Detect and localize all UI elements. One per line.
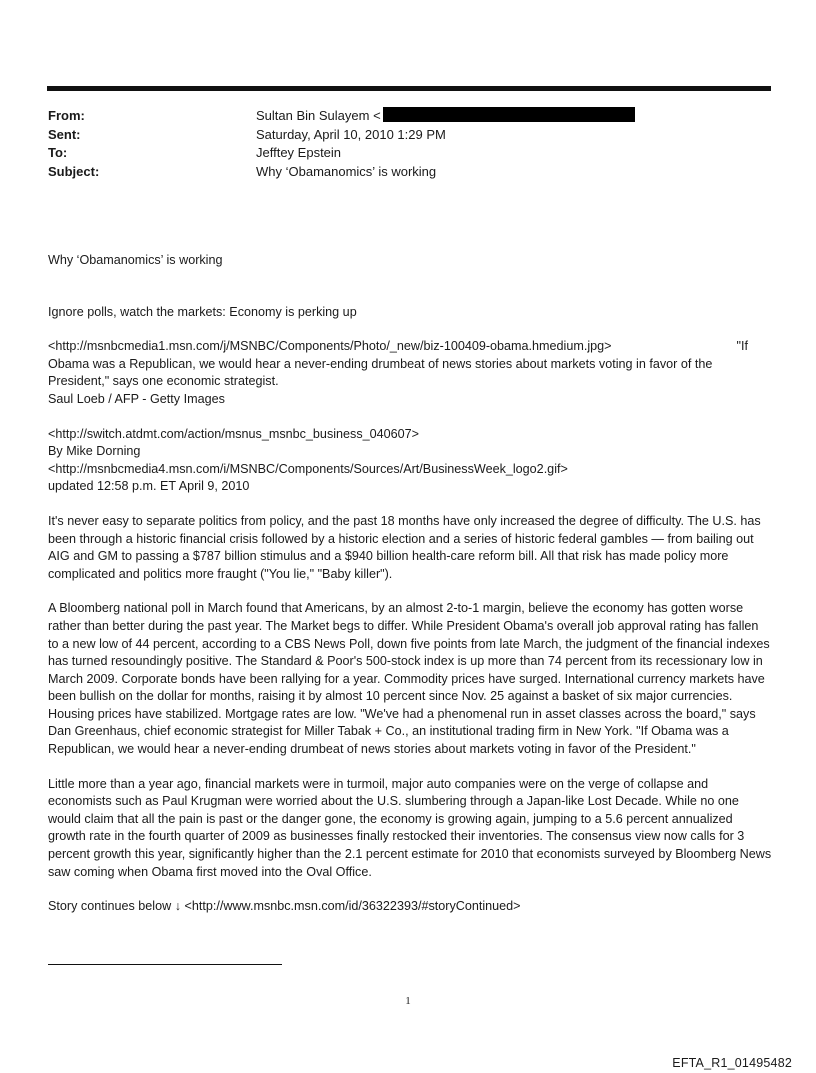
photo-credit: Saul Loeb / AFP - Getty Images — [48, 391, 225, 406]
subject-label: Subject: — [48, 163, 100, 179]
to-row — [48, 144, 768, 163]
email-header — [48, 107, 768, 181]
from-row — [48, 107, 768, 126]
paragraph-2: A Bloomberg national poll in March found that Americans, by an almost 2-to-1 margin, believe the economy has gotten worse rather than better during the past year. The Market begs to differ. While President Obama's overall job approval rating has fallen to a new low of 44 percent, according to a CBS News Poll, down five points from late March, the judgment of the financial indexes has turned resoundingly positive. The Standard & Poor's 500-stock index is up more than 74 percent from its recessionary low in March 2009. Corporate bonds have been rallying for a year. Commodity prices have surged. International currency markets have been bullish on the dollar for months, raising it by almost 10 percent since Nov. 25 against a basket of six major currencies. Housing prices have stabilized. Mortgage rates are low. "We've had a phenomenal run in asset classes across the board," says Dan Greenhaus, chief economic strategist for Miller Tabak + Co., an institutional trading firm in New York. "If Obama was a Republican, we would hear a never-ending drumbeat of news stories about markets voting in favor of the President." — [48, 601, 770, 757]
updated-timestamp: updated 12:58 p.m. ET April 9, 2010 — [48, 479, 250, 494]
page-number: 1 — [405, 995, 411, 1007]
sent-label: Sent: — [48, 126, 81, 142]
subject-value: Why ‘Obamanomics’ is working — [256, 163, 437, 179]
to-value: Jefftey Epstein — [256, 145, 342, 160]
photo-link-row — [48, 338, 772, 356]
from-bracket: < — [373, 108, 381, 123]
headline: Ignore polls, watch the markets: Economy is perking up — [48, 304, 357, 319]
footnote-rule — [48, 964, 282, 965]
from-value — [256, 107, 768, 126]
redaction-bar — [383, 107, 635, 122]
body-subject: Why ‘Obamanomics’ is working — [48, 253, 223, 267]
photo-caption: Obama was a Republican, we would hear a never-ending drumbeat of news stories about markets voting in favor of the President," says one economic strategist. — [48, 356, 713, 389]
byline: By Mike Dorning — [48, 444, 141, 459]
paragraph-3: Little more than a year ago, financial markets were in turmoil, major auto companies were on the verge of collapse and economists such as Paul Krugman were worried about the U.S. slumbering through a Japan-like Lost Decade. While no one would claim that all the pain is past or the danger gone, the economy is growing again, jumping to a 5.6 percent annualized growth rate in the fourth quarter of 2009 as businesses finally restocked their inventories. The consensus view now calls for 3 percent growth this year, significantly higher than the 2.1 percent estimate for 2010 that economists surveyed by Bloomberg News saw coming when Obama first moved into the Oval Office. — [48, 776, 772, 879]
from-label: From: — [48, 108, 85, 123]
bates-number: EFTA_R1_01495482 — [672, 1056, 792, 1070]
paragraph-1: It's never easy to separate politics from policy, and the past 18 months have only increased the degree of difficulty. The U.S. has been through a historic financial crisis followed by a historic election and a series of historic federal gambles — from bailing out AIG and GM to passing a $787 billion stimulus and a $940 billion health-care reform bill. All that risk has made policy more complicated and politics more fraught ("You lie," "Baby killer"). — [48, 513, 761, 581]
from-name: Sultan Bin Sulayem — [256, 108, 370, 123]
logo-link[interactable]: <http://msnbcmedia4.msn.com/i/MSNBC/Components/Sources/Art/BusinessWeek_logo2.gif> — [48, 461, 568, 476]
story-continues-link[interactable]: Story continues below ↓ <http://www.msnbc.msn.com/id/36322393/#storyContinued> — [48, 899, 521, 914]
subject-row — [48, 163, 768, 182]
caption-start: "If — [736, 339, 748, 354]
header-top-rule — [47, 86, 771, 91]
sent-value: Saturday, April 10, 2010 1:29 PM — [256, 126, 446, 142]
photo-link[interactable]: <http://msnbcmedia1.msn.com/j/MSNBC/Components/Photo/_new/biz-100409-obama.hmedium.jpg> — [48, 339, 612, 354]
sent-row — [48, 126, 768, 145]
email-body — [48, 252, 772, 916]
tracking-link[interactable]: <http://switch.atdmt.com/action/msnus_msnbc_business_040607> — [48, 426, 420, 441]
to-label: To: — [48, 145, 68, 160]
